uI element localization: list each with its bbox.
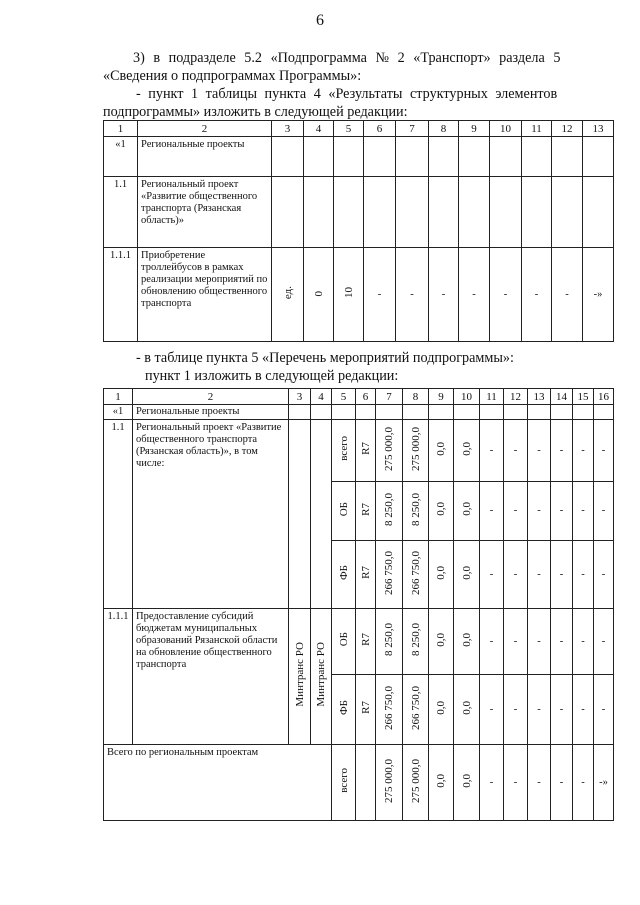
header-cell: 6 bbox=[356, 389, 376, 405]
header-cell: 9 bbox=[459, 121, 490, 137]
source-cell: всего bbox=[337, 768, 350, 793]
intro-line-1: 3) в подразделе 5.2 «Подпрограмма № 2 «Транспорт» раздела 5 bbox=[133, 50, 561, 66]
header-cell: 1 bbox=[104, 389, 133, 405]
dash-cell: - bbox=[573, 609, 594, 675]
header-cell: 11 bbox=[480, 389, 504, 405]
table-row bbox=[104, 177, 614, 248]
code-cell: R7 bbox=[359, 442, 372, 455]
header-cell: 8 bbox=[403, 389, 429, 405]
page-number: 6 bbox=[316, 12, 324, 29]
dash-cell: - bbox=[504, 482, 528, 541]
dash-cell: - bbox=[504, 420, 528, 482]
value-cell: 10 bbox=[342, 287, 355, 298]
results-table bbox=[103, 120, 614, 342]
amount-cell: 266 750,0 bbox=[383, 685, 395, 730]
amount-cell: 266 750,0 bbox=[409, 685, 422, 730]
amount-cell: 0,0 bbox=[435, 502, 447, 516]
dash-cell: - bbox=[504, 541, 528, 609]
amount-cell: 275 000,0 bbox=[409, 758, 422, 803]
value-cell: - bbox=[459, 248, 490, 342]
row-name: Предоставление субсидий бюджетам муниципальных образований Рязанской области на обновление общественного транспорта bbox=[133, 609, 289, 745]
value-cell: - bbox=[429, 248, 459, 342]
header-cell: 10 bbox=[490, 121, 522, 137]
row-number: 1.1 bbox=[104, 177, 138, 248]
amount-cell: 0,0 bbox=[460, 502, 473, 516]
dash-cell: - bbox=[594, 541, 614, 609]
value-cell: - bbox=[396, 248, 429, 342]
source-cell: ФБ bbox=[337, 564, 350, 580]
dash-cell: - bbox=[551, 675, 573, 745]
dash-cell: - bbox=[480, 675, 504, 745]
row-number: 1.1.1 bbox=[104, 248, 138, 342]
row-name: Региональные проекты bbox=[133, 405, 289, 420]
intro-line-2: «Сведения о подпрограммах Программы»: bbox=[103, 68, 362, 84]
header-cell: 9 bbox=[429, 389, 454, 405]
amount-cell: 8 250,0 bbox=[409, 623, 422, 656]
dash-cell: - bbox=[573, 541, 594, 609]
table-row bbox=[104, 248, 614, 342]
row-number: 1.1 bbox=[104, 420, 133, 609]
amount-cell: 0,0 bbox=[435, 441, 447, 456]
code-cell: R7 bbox=[359, 566, 372, 579]
intro-line-3: - пункт 1 таблицы пункта 4 «Результаты структурных элементов bbox=[136, 86, 558, 102]
amount-cell: 275 000,0 bbox=[383, 758, 395, 803]
header-cell: 7 bbox=[376, 389, 403, 405]
row-name: Региональные проекты bbox=[138, 137, 272, 177]
header-cell: 6 bbox=[364, 121, 396, 137]
amount-cell: 0,0 bbox=[435, 773, 447, 788]
value-cell: - bbox=[552, 248, 583, 342]
table-total-row bbox=[104, 745, 614, 821]
dash-cell: - bbox=[573, 675, 594, 745]
amount-cell: 0,0 bbox=[435, 565, 447, 580]
executor-cell: Минтранс РО bbox=[315, 642, 327, 707]
header-cell: 5 bbox=[334, 121, 364, 137]
header-cell: 4 bbox=[311, 389, 332, 405]
table-row bbox=[104, 420, 614, 482]
value-cell: -» bbox=[583, 248, 614, 342]
dash-cell: - bbox=[551, 541, 573, 609]
header-cell: 10 bbox=[454, 389, 480, 405]
code-cell: R7 bbox=[359, 633, 372, 646]
dash-cell: - bbox=[480, 482, 504, 541]
table-row bbox=[104, 137, 614, 177]
dash-cell: - bbox=[480, 541, 504, 609]
unit-cell: ед. bbox=[281, 285, 294, 300]
row-number: «1 bbox=[104, 405, 133, 420]
source-cell: всего bbox=[337, 436, 350, 461]
source-cell: ФБ bbox=[337, 699, 350, 715]
header-cell: 2 bbox=[138, 121, 272, 137]
header-cell: 7 bbox=[396, 121, 429, 137]
amount-cell: 266 750,0 bbox=[383, 550, 395, 595]
dash-cell: -» bbox=[594, 745, 614, 821]
amount-cell: 0,0 bbox=[460, 773, 473, 788]
dash-cell: - bbox=[528, 609, 551, 675]
middle-line-2: пункт 1 изложить в следующей редакции: bbox=[145, 368, 399, 384]
row-number: 1.1.1 bbox=[104, 609, 133, 745]
row-name: Приобретение троллейбусов в рамках реализации мероприятий по обновлению общественного транспорта bbox=[138, 248, 272, 342]
dash-cell: - bbox=[594, 482, 614, 541]
header-cell: 12 bbox=[504, 389, 528, 405]
dash-cell: - bbox=[528, 541, 551, 609]
amount-cell: 8 250,0 bbox=[409, 492, 422, 526]
dash-cell: - bbox=[480, 609, 504, 675]
amount-cell: 0,0 bbox=[460, 632, 473, 647]
dash-cell: - bbox=[551, 482, 573, 541]
dash-cell: - bbox=[528, 420, 551, 482]
code-cell: R7 bbox=[359, 701, 372, 714]
code-cell: R7 bbox=[359, 502, 372, 516]
header-cell: 13 bbox=[583, 121, 614, 137]
dash-cell: - bbox=[480, 745, 504, 821]
executor-cell: Минтранс РО bbox=[293, 642, 306, 707]
header-cell: 14 bbox=[551, 389, 573, 405]
dash-cell: - bbox=[504, 745, 528, 821]
dash-cell: - bbox=[528, 745, 551, 821]
amount-cell: 275 000,0 bbox=[409, 426, 422, 471]
source-cell: ОБ bbox=[337, 501, 350, 517]
header-cell: 3 bbox=[289, 389, 311, 405]
table-header-row bbox=[104, 389, 614, 405]
dash-cell: - bbox=[528, 482, 551, 541]
activities-table bbox=[103, 388, 614, 821]
table-row bbox=[104, 609, 614, 675]
dash-cell: - bbox=[551, 420, 573, 482]
header-cell: 16 bbox=[594, 389, 614, 405]
dash-cell: - bbox=[504, 675, 528, 745]
header-cell: 15 bbox=[573, 389, 594, 405]
header-cell: 1 bbox=[104, 121, 138, 137]
value-cell: - bbox=[490, 248, 522, 342]
amount-cell: 266 750,0 bbox=[409, 550, 422, 595]
dash-cell: - bbox=[573, 745, 594, 821]
amount-cell: 0,0 bbox=[460, 441, 473, 456]
middle-line-1: - в таблице пункта 5 «Перечень мероприятий подпрограммы»: bbox=[136, 350, 514, 366]
header-cell: 8 bbox=[429, 121, 459, 137]
amount-cell: 0,0 bbox=[460, 700, 473, 715]
amount-cell: 0,0 bbox=[460, 565, 473, 580]
header-cell: 5 bbox=[332, 389, 356, 405]
total-label: Всего по региональным проектам bbox=[104, 745, 332, 821]
amount-cell: 0,0 bbox=[435, 632, 447, 647]
dash-cell: - bbox=[480, 420, 504, 482]
dash-cell: - bbox=[573, 482, 594, 541]
intro-line-4: подпрограммы» изложить в следующей редакции: bbox=[103, 104, 408, 120]
row-number: «1 bbox=[104, 137, 138, 177]
value-cell: - bbox=[364, 248, 396, 342]
amount-cell: 275 000,0 bbox=[383, 426, 395, 471]
amount-cell: 0,0 bbox=[435, 700, 447, 715]
dash-cell: - bbox=[594, 675, 614, 745]
header-cell: 3 bbox=[272, 121, 304, 137]
dash-cell: - bbox=[528, 675, 551, 745]
header-cell: 4 bbox=[304, 121, 334, 137]
dash-cell: - bbox=[551, 745, 573, 821]
value-cell: - bbox=[522, 248, 552, 342]
value-cell: 0 bbox=[312, 291, 325, 297]
table-header-row bbox=[104, 121, 614, 137]
source-cell: ОБ bbox=[337, 632, 350, 647]
row-name: Региональный проект «Развитие общественного транспорта (Рязанская область)», в том числе: bbox=[133, 420, 289, 609]
dash-cell: - bbox=[594, 609, 614, 675]
table-row bbox=[104, 405, 614, 420]
dash-cell: - bbox=[551, 609, 573, 675]
dash-cell: - bbox=[504, 609, 528, 675]
header-cell: 13 bbox=[528, 389, 551, 405]
header-cell: 11 bbox=[522, 121, 552, 137]
dash-cell: - bbox=[573, 420, 594, 482]
dash-cell: - bbox=[594, 420, 614, 482]
row-name: Региональный проект «Развитие общественного транспорта (Рязанская область)» bbox=[138, 177, 272, 248]
amount-cell: 8 250,0 bbox=[383, 492, 395, 526]
header-cell: 2 bbox=[133, 389, 289, 405]
header-cell: 12 bbox=[552, 121, 583, 137]
amount-cell: 8 250,0 bbox=[383, 623, 395, 656]
